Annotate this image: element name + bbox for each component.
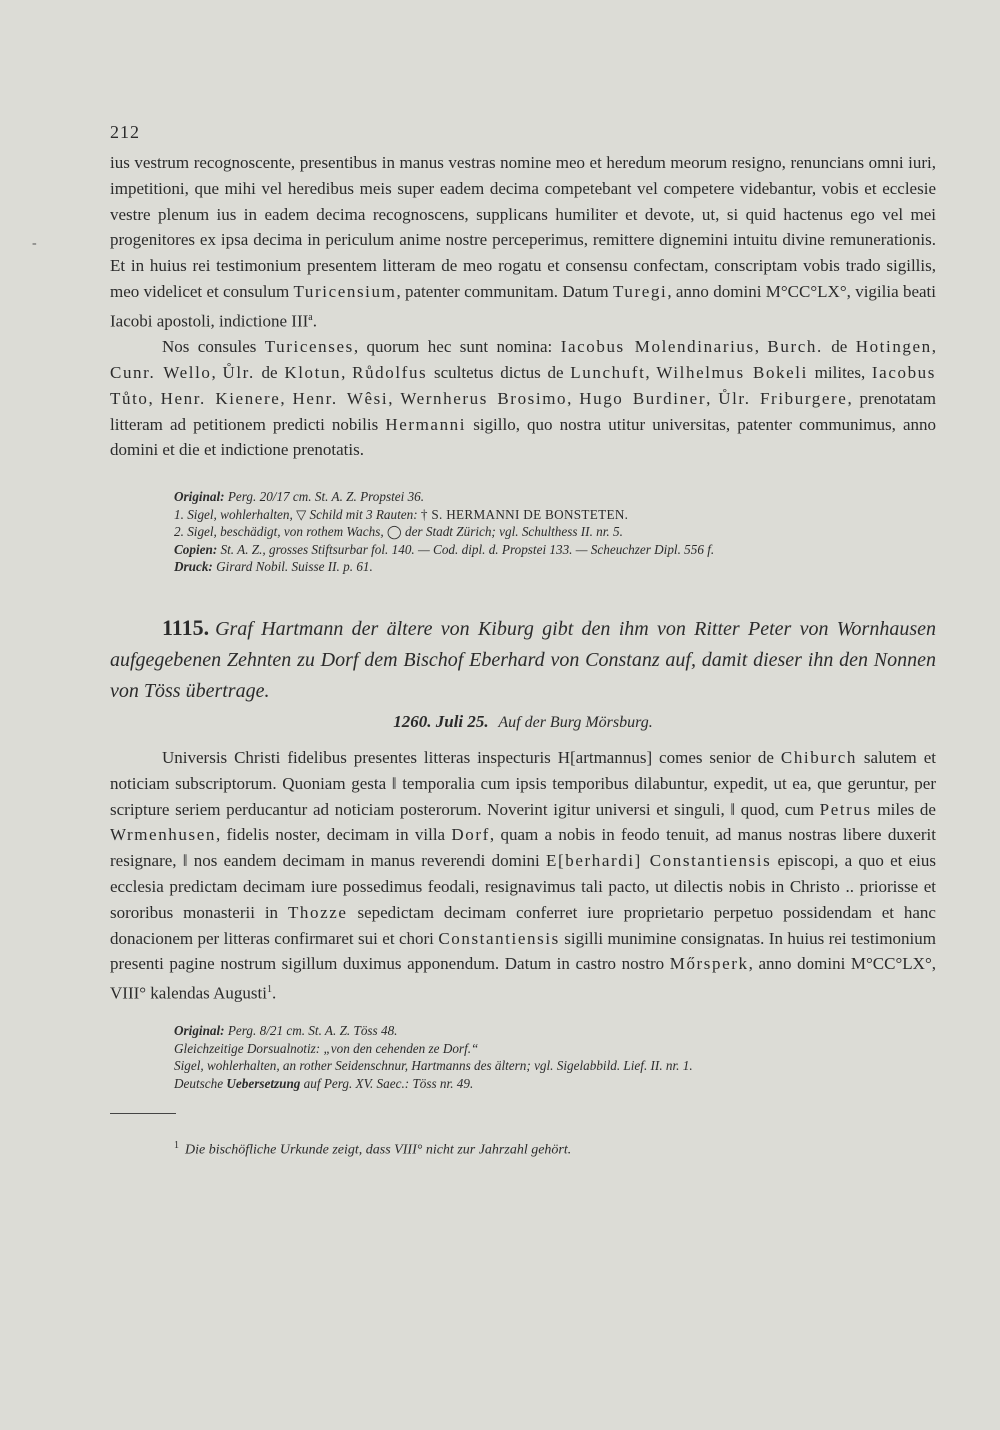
paragraph-resignation: ius vestrum recognoscente, presentibus in manus vestras nomine meo et heredum meorum resigno, renuncians omni iuri, impetitioni, que mihi vel heredibus meis super eadem decima competebant vel competere videbantur, vobis et ecclesie vestre plenum ius in eadem decima recognoscens, supplicans humiliter et devote, ut, si quid hactenus ego vel mei progenitores ex ipsa decima in periculum anime nostre perceperimus, remittere dignemini intuitu divine remunerationis. Et in huius rei testimonium presentem litteram de meo rogatu et consensu confectam, conscriptam vobis trado sigillis, meo videlicet et consulum Turicensium, patenter communitam. Datum Turegi, anno domini M°CC°LX°, vigilia beati Iacobi apostoli, indictione III$^a$.: [110, 153, 936, 331]
footnote-rule: [110, 1113, 176, 1114]
note-seal-1: 1. Sigel, wohlerhalten, ▽ Schild mit 3 Rauten: † S. HERMANNI DE BONSTETEN.: [174, 506, 629, 522]
paragraph-charter: Universis Christi fidelibus presentes litteras inspecturis H[artmannus] comes senior de Chiburch salutem et noticiam subscriptorum. Quoniam gesta ‖ temporalia cum ipsis temporibus dilabuntur, expedit, ut ea, que geruntur, per scripture seriem perducantur ad noticiam posterorum. Noverint igitur universi et singuli, ‖ quod, cum Petrus miles de Wrmenhusen, fidelis noster, decimam in villa Dorf, quam a nobis in feodo tenuit, ad manus nostras libere duxerit resignare, ‖ nos eandem decimam in manus reverendi domini E[berhardi] Constantiensis episcopi, a quo et eius ecclesia predictam decimam iure possedimus feodali, resignavimus tali pacto, ut dilectis nobis in Christo .. priorisse et sororibus monasterii in Thozze sepedictam decimam conferret iure proprietario perpetuo possidendam et hanc donacionem per litteras confirmaret sui et chori Constantiensis sigilli munimine consignatas. In huius rei testimonium presenti pagine nostrum sigillum duximus apponendum. Datum in castro nostro Mőrsperk, anno domini M°CC°LX°, VIII° kalendas Augusti$^1$.: [110, 748, 936, 1003]
dateline: 1260. Juli 25. Auf der Burg Mörsburg.: [393, 712, 653, 731]
footnote: $^1$ Die bischöfliche Urkunde zeigt, dass VIII° nicht zur Jahrzahl gehört.: [174, 1140, 572, 1158]
apparatus-notes-2: [110, 1022, 936, 1092]
charter-text-1: [110, 150, 936, 463]
note-dorsal: Gleichzeitige Dorsualnotiz: „von den cehenden ze Dorf.“: [174, 1040, 479, 1056]
paragraph-consules: Nos consules Turicenses, quorum hec sunt nomina: Iacobus Molendinarius, Burch. de Hotingen, Cunr. Wello, Ůlr. de Klotun, Růdolfus scultetus dictus de Lunchuft, Wilhelmus Bokeli milites, Iacobus Tůto, Henr. Kienere, Henr. Wêsi, Wernherus Brosimo, Hugo Burdiner, Ůlr. Friburgere, prenotatam litteram ad petitionem predicti nobilis Hermanni sigillo, quo nostra utitur universitas, patenter communimus, anno domini et die et indictione prenotatis.: [110, 337, 937, 460]
apparatus-notes-1: [110, 488, 936, 576]
document-heading: [110, 612, 936, 707]
note-seal: Sigel, wohlerhalten, an rother Seidenschnur, Hartmanns des ältern; vgl. Sigelabbild. Lief. II. nr. 1.: [174, 1058, 693, 1074]
note-seal-2: 2. Sigel, beschädigt, von rothem Wachs, ◯ der Stadt Zürich; vgl. Schulthess II. nr. 5.: [174, 524, 623, 540]
page-number: 212: [110, 122, 140, 142]
note-original-2: Original: Perg. 8/21 cm. St. A. Z. Töss 48.: [174, 1023, 398, 1038]
document-regest: Graf Hartmann der ältere von Kiburg gibt den ihm von Ritter Peter von Wornhausen aufgegebenen Zehnten zu Dorf dem Bischof Eberhard von Constanz auf, damit dieser ihn den Nonnen von Töss übertrage.: [110, 618, 936, 702]
note-original: Original: Perg. 20/17 cm. St. A. Z. Propstei 36.: [174, 489, 425, 504]
note-print: Druck: Girard Nobil. Suisse II. p. 61.: [174, 559, 373, 575]
note-copies: Copien: St. A. Z., grosses Stiftsurbar fol. 140. — Cod. dipl. d. Propstei 133. — Scheuchzer Dipl. 556 f.: [174, 541, 715, 557]
note-translation: Deutsche Uebersetzung auf Perg. XV. Saec.: Töss nr. 49.: [174, 1075, 474, 1091]
margin-mark: -: [32, 236, 37, 251]
charter-text-2: [110, 745, 936, 1007]
document-number: 1115.: [162, 615, 210, 640]
